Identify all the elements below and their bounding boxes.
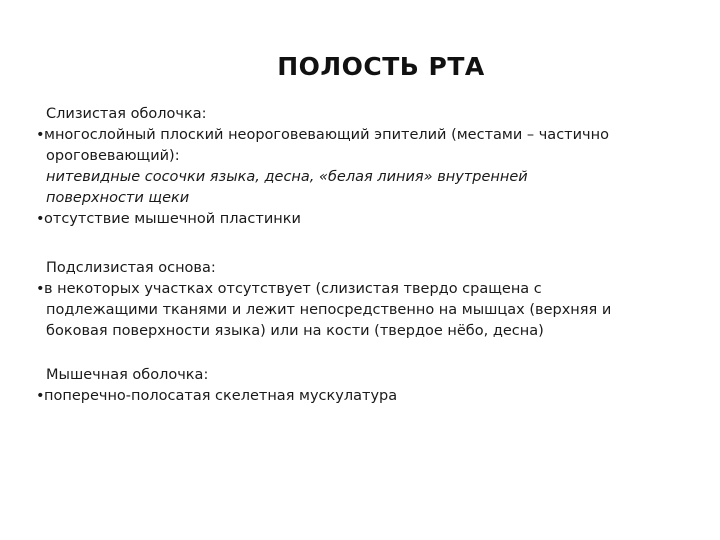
section-mucosa — [44, 104, 684, 230]
section-heading: Слизистая оболочка: — [46, 106, 207, 122]
list-item-continuation: ороговевающий): — [46, 148, 180, 164]
section-heading: Подслизистая основа: — [46, 260, 216, 276]
italic-note: нитевидные сосочки языка, десна, «белая линия» внутренней — [46, 169, 528, 185]
list-item: • отсутствие мышечной пластинки — [44, 209, 684, 230]
list-item: • в некоторых участках отсутствует (слизистая твердо сращена с — [44, 279, 684, 300]
italic-note: поверхности щеки — [46, 190, 190, 206]
section-heading: Мышечная оболочка: — [46, 367, 209, 383]
list-item-continuation: боковая поверхности языка) или на кости (твердое нёбо, десна) — [46, 323, 544, 339]
section-muscular — [44, 365, 684, 407]
list-item: • многослойный плоский неороговевающий эпителий (местами – частично — [44, 125, 684, 146]
list-item-continuation: подлежащими тканями и лежит непосредственно на мышцах (верхняя и — [46, 302, 612, 318]
page-title: ПОЛОСТЬ РТА — [277, 52, 485, 81]
list-item: • поперечно-полосатая скелетная мускулатура — [44, 386, 684, 407]
section-submucosa — [44, 258, 684, 342]
